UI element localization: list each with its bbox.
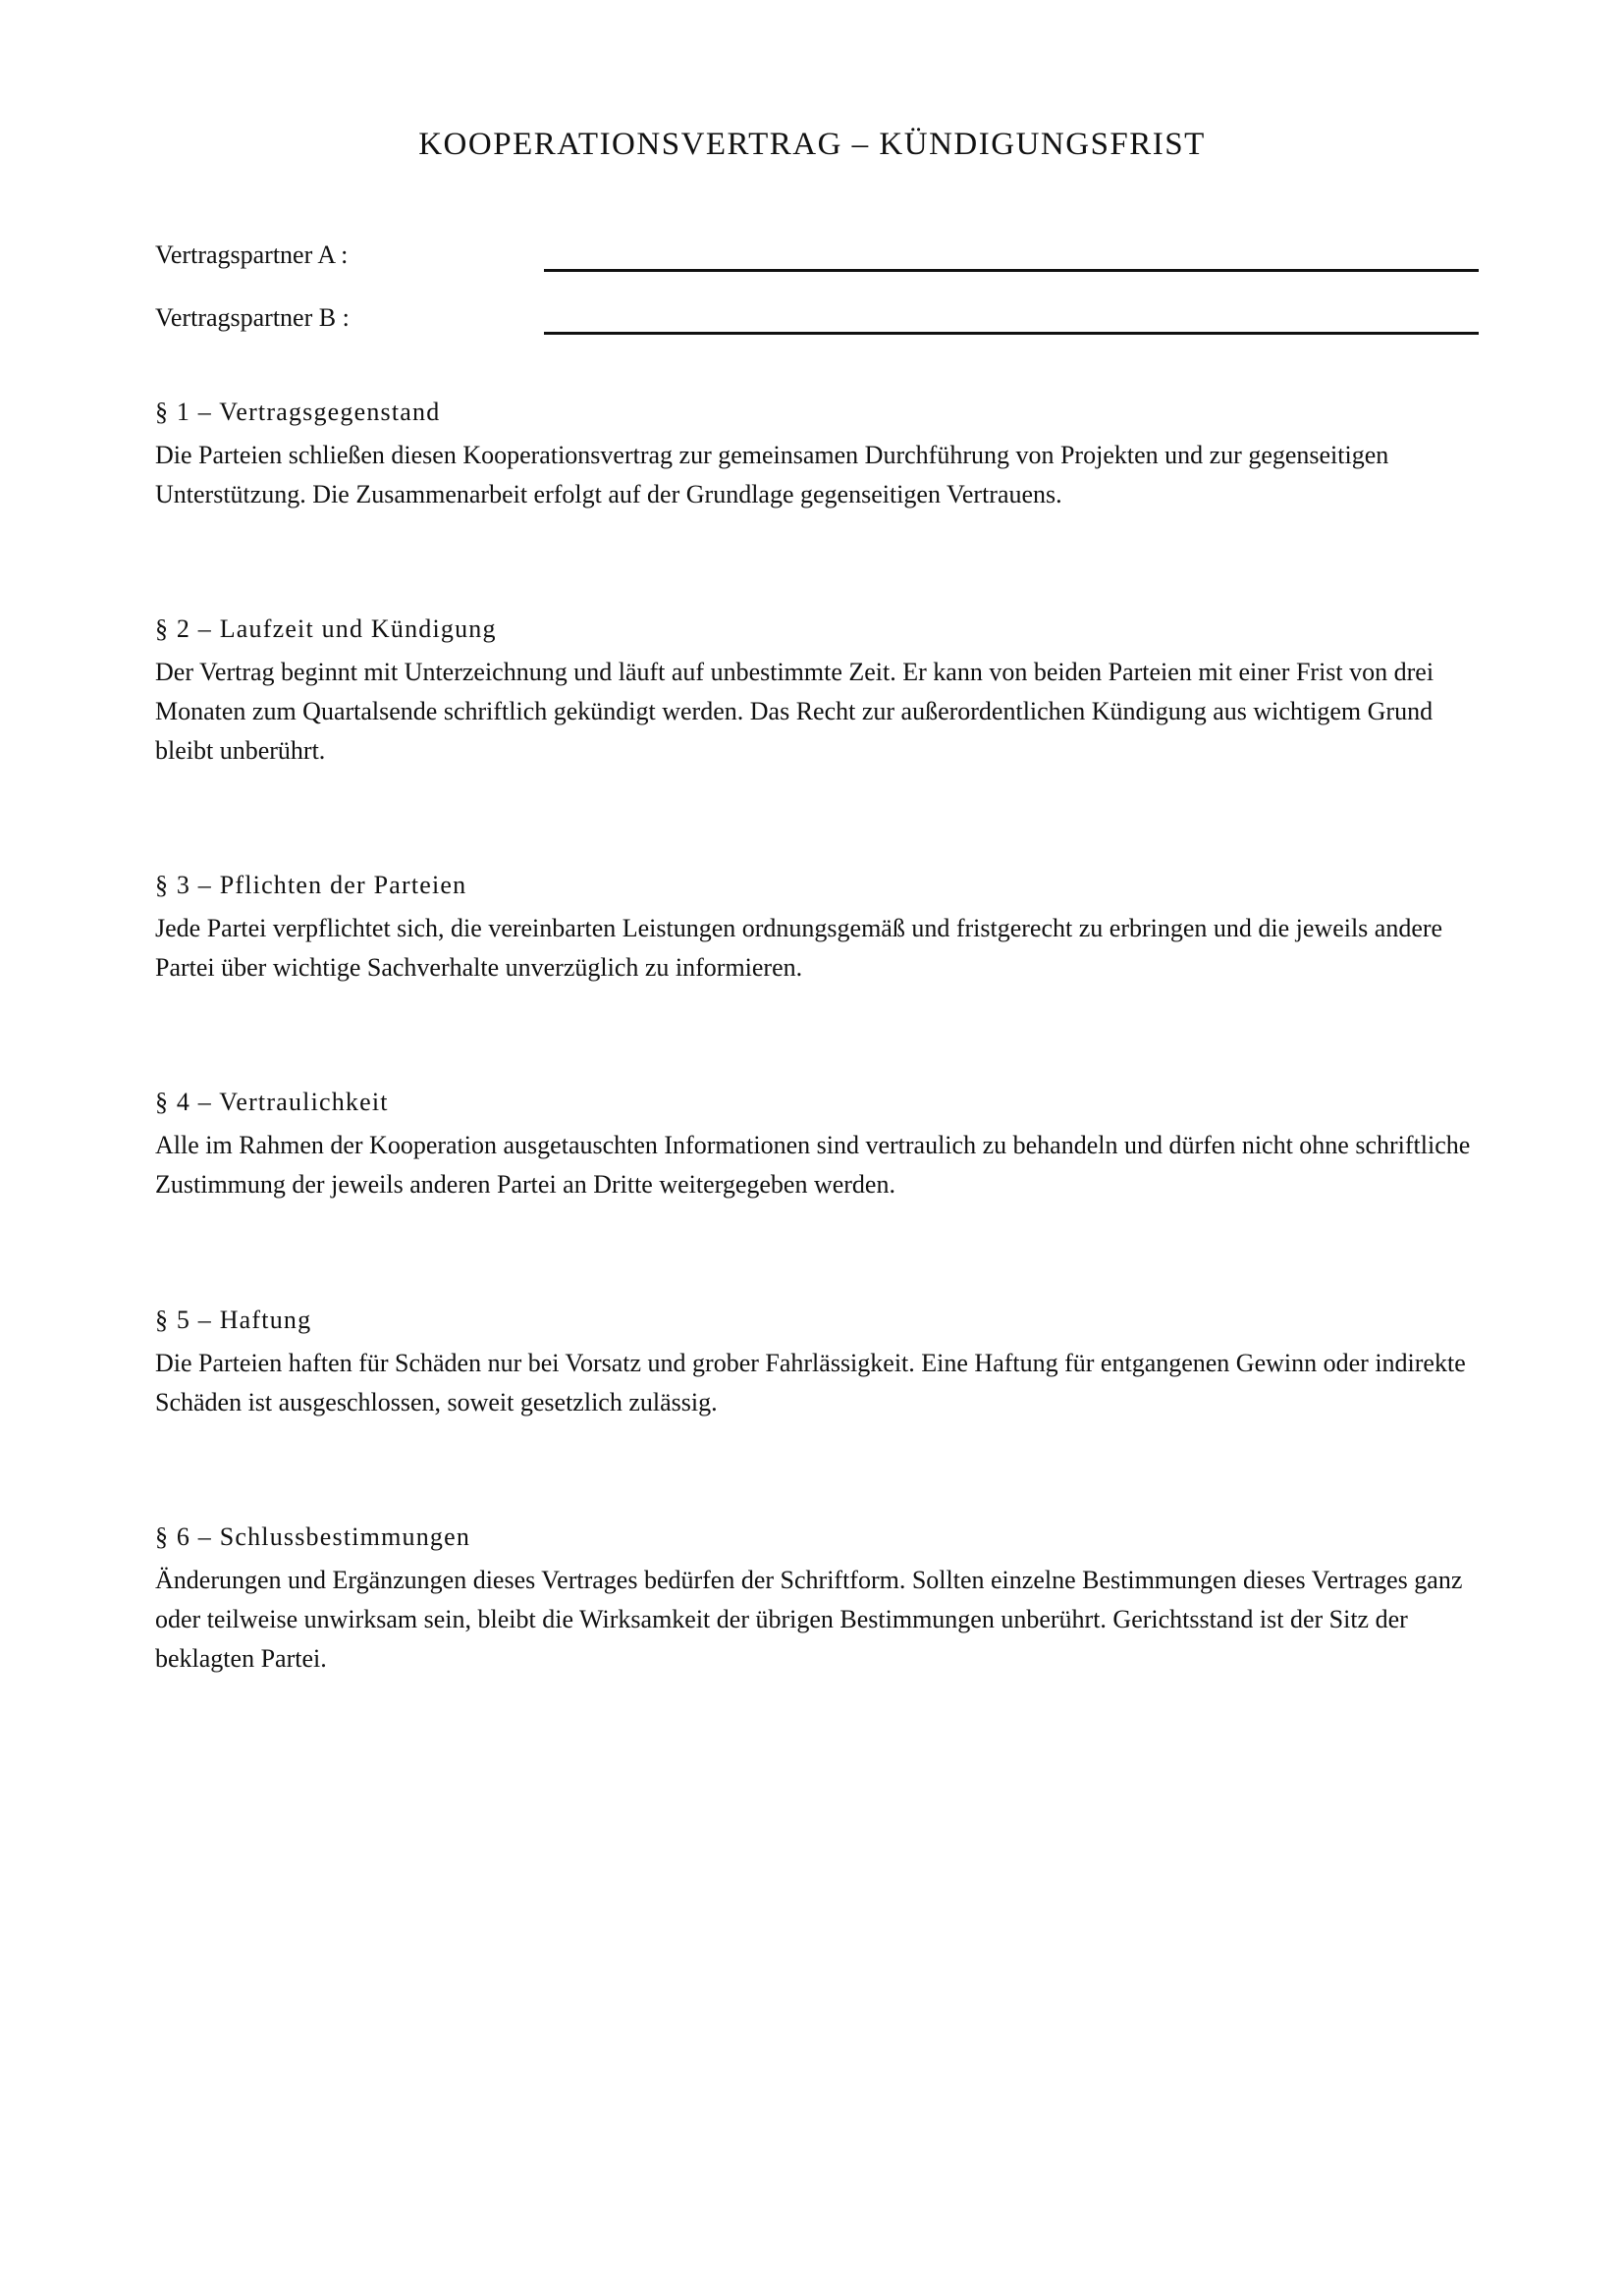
party-b-row (155, 296, 1481, 340)
section-3-heading: § 3 – Pflichten der Parteien (155, 871, 467, 899)
party-a-row (155, 234, 1481, 277)
section-5-heading: § 5 – Haftung (155, 1306, 312, 1334)
section-2-heading: § 2 – Laufzeit und Kündigung (155, 614, 497, 643)
section-5-body: Die Parteien haften für Schäden nur bei Vorsatz und grober Fahrlässigkeit. Eine Haftung für entgangenen Gewinn oder indirekte Schäden ist ausgeschlossen, soweit gesetzlich zulässig. (155, 1349, 1466, 1416)
section-1-heading: § 1 – Vertragsgegenstand (155, 398, 441, 426)
section-3-body: Jede Partei verpflichtet sich, die vereinbarten Leistungen ordnungsgemäß und fristgerecht zu erbringen und die jeweils andere Partei über wichtige Sachverhalte unverzüglich zu informieren. (155, 914, 1443, 982)
section-6-body: Änderungen und Ergänzungen dieses Vertrages bedürfen der Schriftform. Sollten einzelne Bestimmungen dieses Vertrages ganz oder teilweise unwirksam sein, bleibt die Wirksamkeit der übrigen Bestimmungen unberührt. Gerichtsstand ist der Sitz der beklagten Partei. (155, 1566, 1463, 1673)
party-b-label: Vertragspartner B : (155, 303, 350, 332)
section-6-heading: § 6 – Schlussbestimmungen (155, 1522, 471, 1551)
section-5 (155, 1301, 1483, 1422)
section-4-body: Alle im Rahmen der Kooperation ausgetauschten Informationen sind vertraulich zu behandeln und dürfen nicht ohne schriftliche Zustimmung der jeweils anderen Partei an Dritte weitergegeben werden. (155, 1131, 1471, 1199)
section-4-heading: § 4 – Vertraulichkeit (155, 1088, 389, 1116)
section-1-body: Die Parteien schließen diesen Kooperationsvertrag zur gemeinsamen Durchführung von Projekten und zur gegenseitigen Unterstützung. Die Zusammenarbeit erfolgt auf der Grundlage gegenseitigen Vertrauens. (155, 441, 1389, 508)
section-2 (155, 610, 1483, 771)
party-b-signature-line (544, 332, 1479, 335)
section-2-body: Der Vertrag beginnt mit Unterzeichnung und läuft auf unbestimmte Zeit. Er kann von beiden Parteien mit einer Frist von drei Monaten zum Quartalsende schriftlich gekündigt werden. Das Recht zur außerordentlichen Kündigung aus wichtigem Grund bleibt unberührt. (155, 658, 1435, 765)
party-a-signature-line (544, 269, 1479, 272)
section-3 (155, 866, 1483, 988)
section-1 (155, 393, 1483, 514)
section-4 (155, 1083, 1483, 1204)
document-title: KOOPERATIONSVERTRAG – KÜNDIGUNGSFRIST (418, 127, 1206, 162)
section-6 (155, 1518, 1483, 1679)
party-a-label: Vertragspartner A : (155, 240, 349, 269)
